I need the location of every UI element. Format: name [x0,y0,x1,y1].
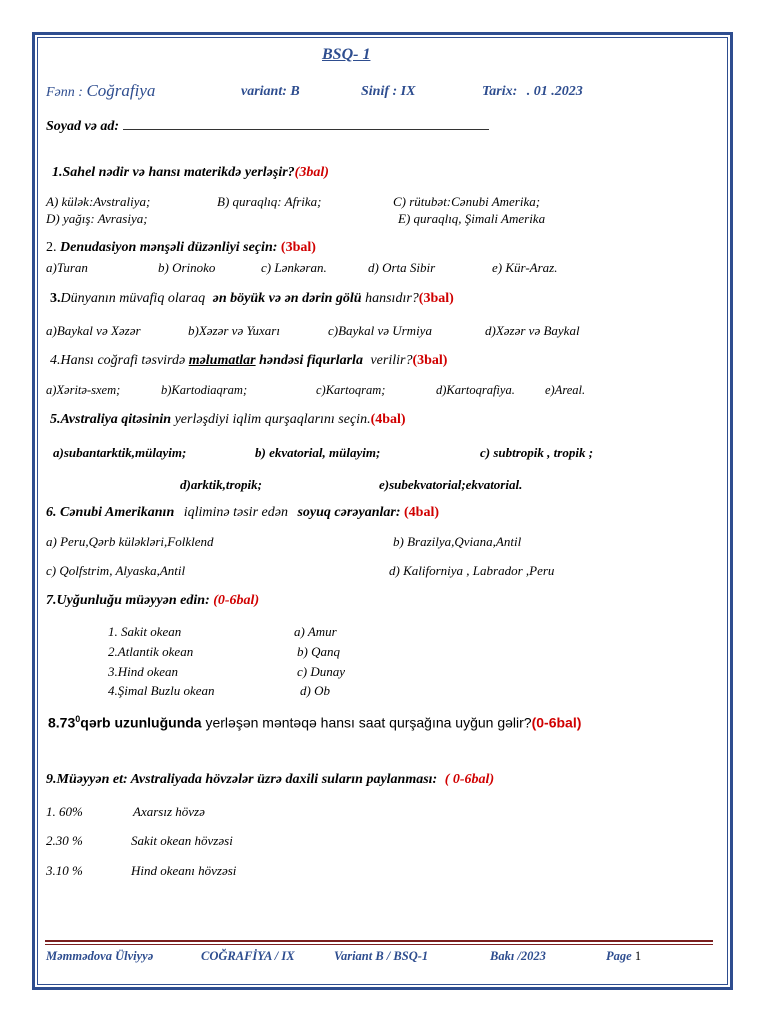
subject-value: Coğrafiya [86,81,156,100]
q2-option-a: a)Turan [46,260,88,275]
grade-label: Sinif : IX [361,84,416,99]
q2-number: 2. [46,240,57,255]
q9-row-3-left: 3.10 % [46,863,83,878]
q7-left-4: 4.Şimal Buzlu okean [108,683,215,698]
title-text: BSQ- 1 [322,46,371,63]
q1-option-e: E) quraqlıq, Şimali Amerika [398,211,546,226]
question-4 [50,353,447,369]
question-2 [46,240,316,256]
q4-option-b: b)Kartodiaqram; [161,383,248,397]
q7-points: (0-6bal) [213,593,260,608]
footer-page [606,949,641,964]
q4-text-2: məlumatlar [188,353,256,368]
q3-text-3: hansıdır? [365,291,419,306]
q9-row-2-right: Sakit okean hövzəsi [131,833,233,848]
q8-degree: 0 [75,714,81,724]
q3-option-d: d)Xəzər və Baykal [485,323,580,338]
q9-points: ( 0-6bal) [444,772,495,787]
q5-option-d: d)arktik,tropik; [180,477,262,492]
q3-option-b: b)Xəzər və Yuxarı [188,323,280,338]
q3-text-2: ən böyük və ən dərin gölü [212,291,362,306]
q5-option-b: b) ekvatorial, mülayim; [255,445,381,460]
q6-option-b: b) Brazilya,Qviana,Antil [393,534,522,549]
footer-rule-thin [45,944,713,945]
q2-text: Denudasiyon mənşəli düzənliyi seçin: [60,240,278,255]
q1-option-a: A) külək:Avstraliya; [46,194,151,209]
q6-text-2: iqliminə təsir edən [183,505,288,520]
q3-text-1: Dünyanın müvafiq olaraq [60,291,206,306]
footer-rule-thick [45,940,713,942]
q2-option-e: e) Kür-Araz. [492,260,558,275]
q6-option-d: d) Kaliforniya , Labrador ,Peru [389,563,555,578]
date-label: Tarix: [482,84,518,99]
q6-option-a: a) Peru,Qərb küləkləri,Folklend [46,534,214,549]
q4-option-e: e)Areal. [545,383,586,397]
q4-option-c: c)Kartoqram; [316,383,386,397]
name-label: Soyad və ad: [46,119,120,134]
footer-place: Bakı /2023 [490,949,546,963]
q8-number: 8.73 [48,714,76,731]
q4-option-a: a)Xəritə-sxem; [46,383,121,397]
q2-option-c: c) Lənkəran. [261,260,327,275]
q6-points: (4bal) [404,505,439,520]
q8-text: yerləşən məntəqə hansı saat qurşağına uyğun gəlir? [205,714,532,731]
q8-points: (0-6bal) [531,714,582,731]
q4-option-d: d)Kartoqrafiya. [436,383,515,397]
question-7 [46,593,259,609]
footer-variant: Variant B / BSQ-1 [334,949,429,963]
q2-option-b: b) Orinoko [158,260,216,275]
q9-row-1-right: Axarsız hövzə [133,804,205,819]
date-field [482,84,583,100]
question-6 [46,505,439,521]
date-value: . 01 .2023 [526,84,583,99]
q2-points: (3bal) [280,240,316,255]
page-title [322,46,416,64]
q4-text-1: 4.Hansı coğrafi təsvirdə [50,353,186,368]
q4-points: (3bal) [412,353,448,368]
subject-label: Fənn : [46,85,83,100]
question-8 [48,714,581,731]
q6-text-1: 6. Cənubi Amerikanın [46,505,175,520]
q3-points: (3bal) [418,291,454,306]
q9-row-2-left: 2.30 % [46,833,83,848]
footer-page-number: 1 [634,949,642,963]
footer-page-label: Page [606,949,632,963]
q5-points: (4bal) [370,412,406,427]
q9-text: 9.Müəyyən et: Avstraliyada hövzələr üzrə daxili suların paylanması: [46,772,438,787]
q7-left-2: 2.Atlantik okean [108,644,194,659]
q3-option-c: c)Baykal və Urmiya [328,323,432,338]
subject-line [46,81,155,101]
footer-author: Məmmədova Ülviyyə [46,949,154,963]
variant-label: variant: B [241,84,300,99]
q1-option-c: C) rütubət:Cənubi Amerika; [393,194,541,209]
q5-text-1: 5.Avstraliya qitəsinin [50,412,172,427]
q5-text-2: yerləşdiyi iqlim qurşaqlarını seçin. [174,412,371,427]
q1-option-d: D) yağış: Avrasiya; [46,211,148,226]
q7-right-a: a) Amur [294,624,337,639]
question-5 [50,412,406,428]
q7-left-1: 1. Sakit okean [108,624,182,639]
q7-left-3: 3.Hind okean [108,664,179,679]
q1-option-b: B) quraqlıq: Afrika; [217,194,322,209]
q5-option-a: a)subantarktik,mülayim; [53,445,187,460]
question-1 [52,165,329,181]
q4-text-4: verilir? [370,353,413,368]
q9-row-3-right: Hind okeanı hövzəsi [131,863,237,878]
q6-text-3: soyuq cərəyanlar: [297,505,401,520]
q2-option-d: d) Orta Sibir [368,260,436,275]
question-9 [46,772,494,788]
q7-right-d: d) Ob [300,683,330,698]
q6-option-c: c) Qolfstrim, Alyaska,Antil [46,563,186,578]
q7-right-c: c) Dunay [297,664,346,679]
q4-text-3: həndəsi fiqurlarla [259,353,363,368]
q7-right-b: b) Qanq [297,644,340,659]
q5-option-c: c) subtropik , tropik ; [480,445,594,460]
question-3 [50,291,454,307]
q8-bold-text: qərb uzunluğunda [80,714,202,731]
q3-option-a: a)Baykal və Xəzər [46,323,141,338]
q9-row-1-left: 1. 60% [46,804,83,819]
name-field [46,117,489,135]
q5-option-e: e)subekvatorial;ekvatorial. [379,477,523,492]
q1-points: (3bal) [294,165,329,180]
q7-text: 7.Uyğunluğu müəyyən edin: [46,593,210,608]
name-blank-line[interactable] [123,117,489,130]
q1-text: 1.Sahel nədir və hansı materikdə yerləşir? [52,165,295,180]
footer-subject: COĞRAFİYA / IX [201,949,295,963]
q3-number: 3. [50,291,61,306]
